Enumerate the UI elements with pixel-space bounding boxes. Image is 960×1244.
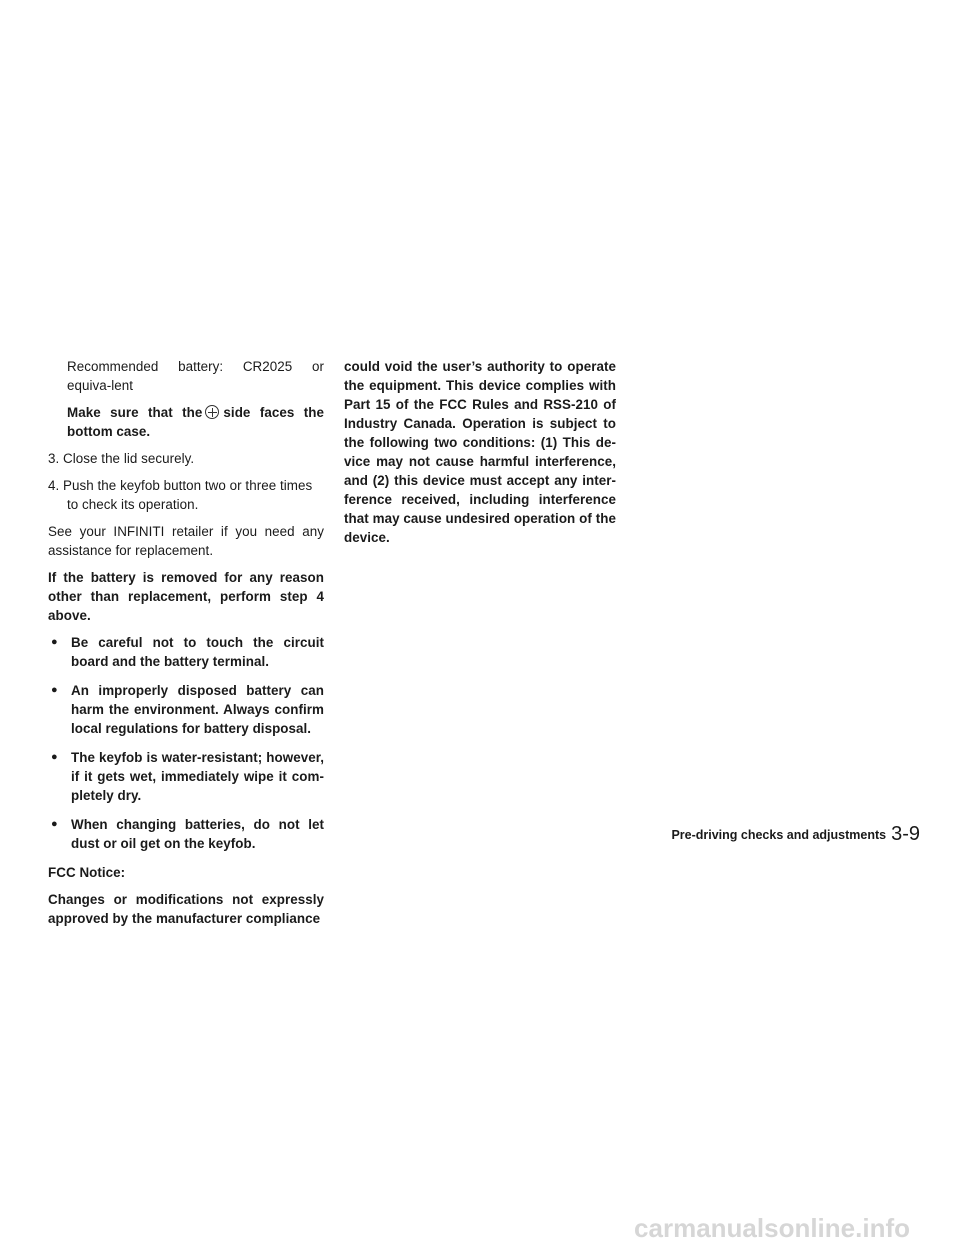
bullet-text: Be careful not to touch the circuit board and the battery terminal. [71, 635, 324, 669]
orientation-text-after: side faces the bottom case. [67, 405, 324, 439]
orientation-text-before: Make sure that the [67, 405, 203, 420]
plus-terminal-icon [205, 405, 219, 419]
bullet-item [48, 633, 324, 671]
bullet-icon: ● [51, 684, 58, 696]
bullet-text: An improperly disposed battery can harm the environment. Always confirm local regulations for battery disposal. [71, 683, 324, 736]
section-title: Pre-driving checks and adjustments [671, 828, 887, 842]
battery-orientation-note [48, 403, 324, 441]
watermark: carmanualsonline.info [634, 1213, 910, 1243]
page-number: 3-9 [891, 823, 920, 845]
right-column [344, 357, 616, 555]
retailer-note: See your INFINITI retailer if you need any assistance for replacement. [48, 524, 324, 558]
fcc-text-start: Changes or modifications not expressly approved by the manufacturer compliance [48, 892, 324, 926]
bullet-text: The keyfob is water-resistant; however, if it gets wet, immediately wipe it com-pletely dry. [71, 750, 324, 803]
bullet-text: When changing batteries, do not let dust or oil get on the keyfob. [71, 817, 324, 851]
bullet-icon: ● [51, 751, 58, 763]
fcc-text-continued: could void the user’s authority to operate the equipment. This device complies with Part 15 of the FCC Rules and RSS-210 of Industry Canada. Operation is subject to the following two conditions: (1) This de-vice may not cause harmful interference, and (2) this device must accept any inter-ference received, including interference that may cause undesired operation of the device. [344, 359, 616, 545]
battery-recommendation: Recommended battery: CR2025 or equiva-lent [67, 359, 324, 393]
step-4: 4. Push the keyfob button two or three times to check its operation. [48, 478, 313, 512]
fcc-heading: FCC Notice: [48, 865, 126, 880]
page-footer [671, 823, 920, 846]
bullet-item [48, 748, 324, 805]
step-3: 3. Close the lid securely. [48, 451, 195, 466]
bullet-item [48, 681, 324, 738]
removal-note: If the battery is removed for any reason other than replacement, perform step 4 above. [48, 570, 324, 623]
bullet-icon: ● [51, 636, 58, 648]
bullet-icon: ● [51, 818, 58, 830]
bullet-item [48, 815, 324, 853]
left-column [48, 357, 324, 936]
